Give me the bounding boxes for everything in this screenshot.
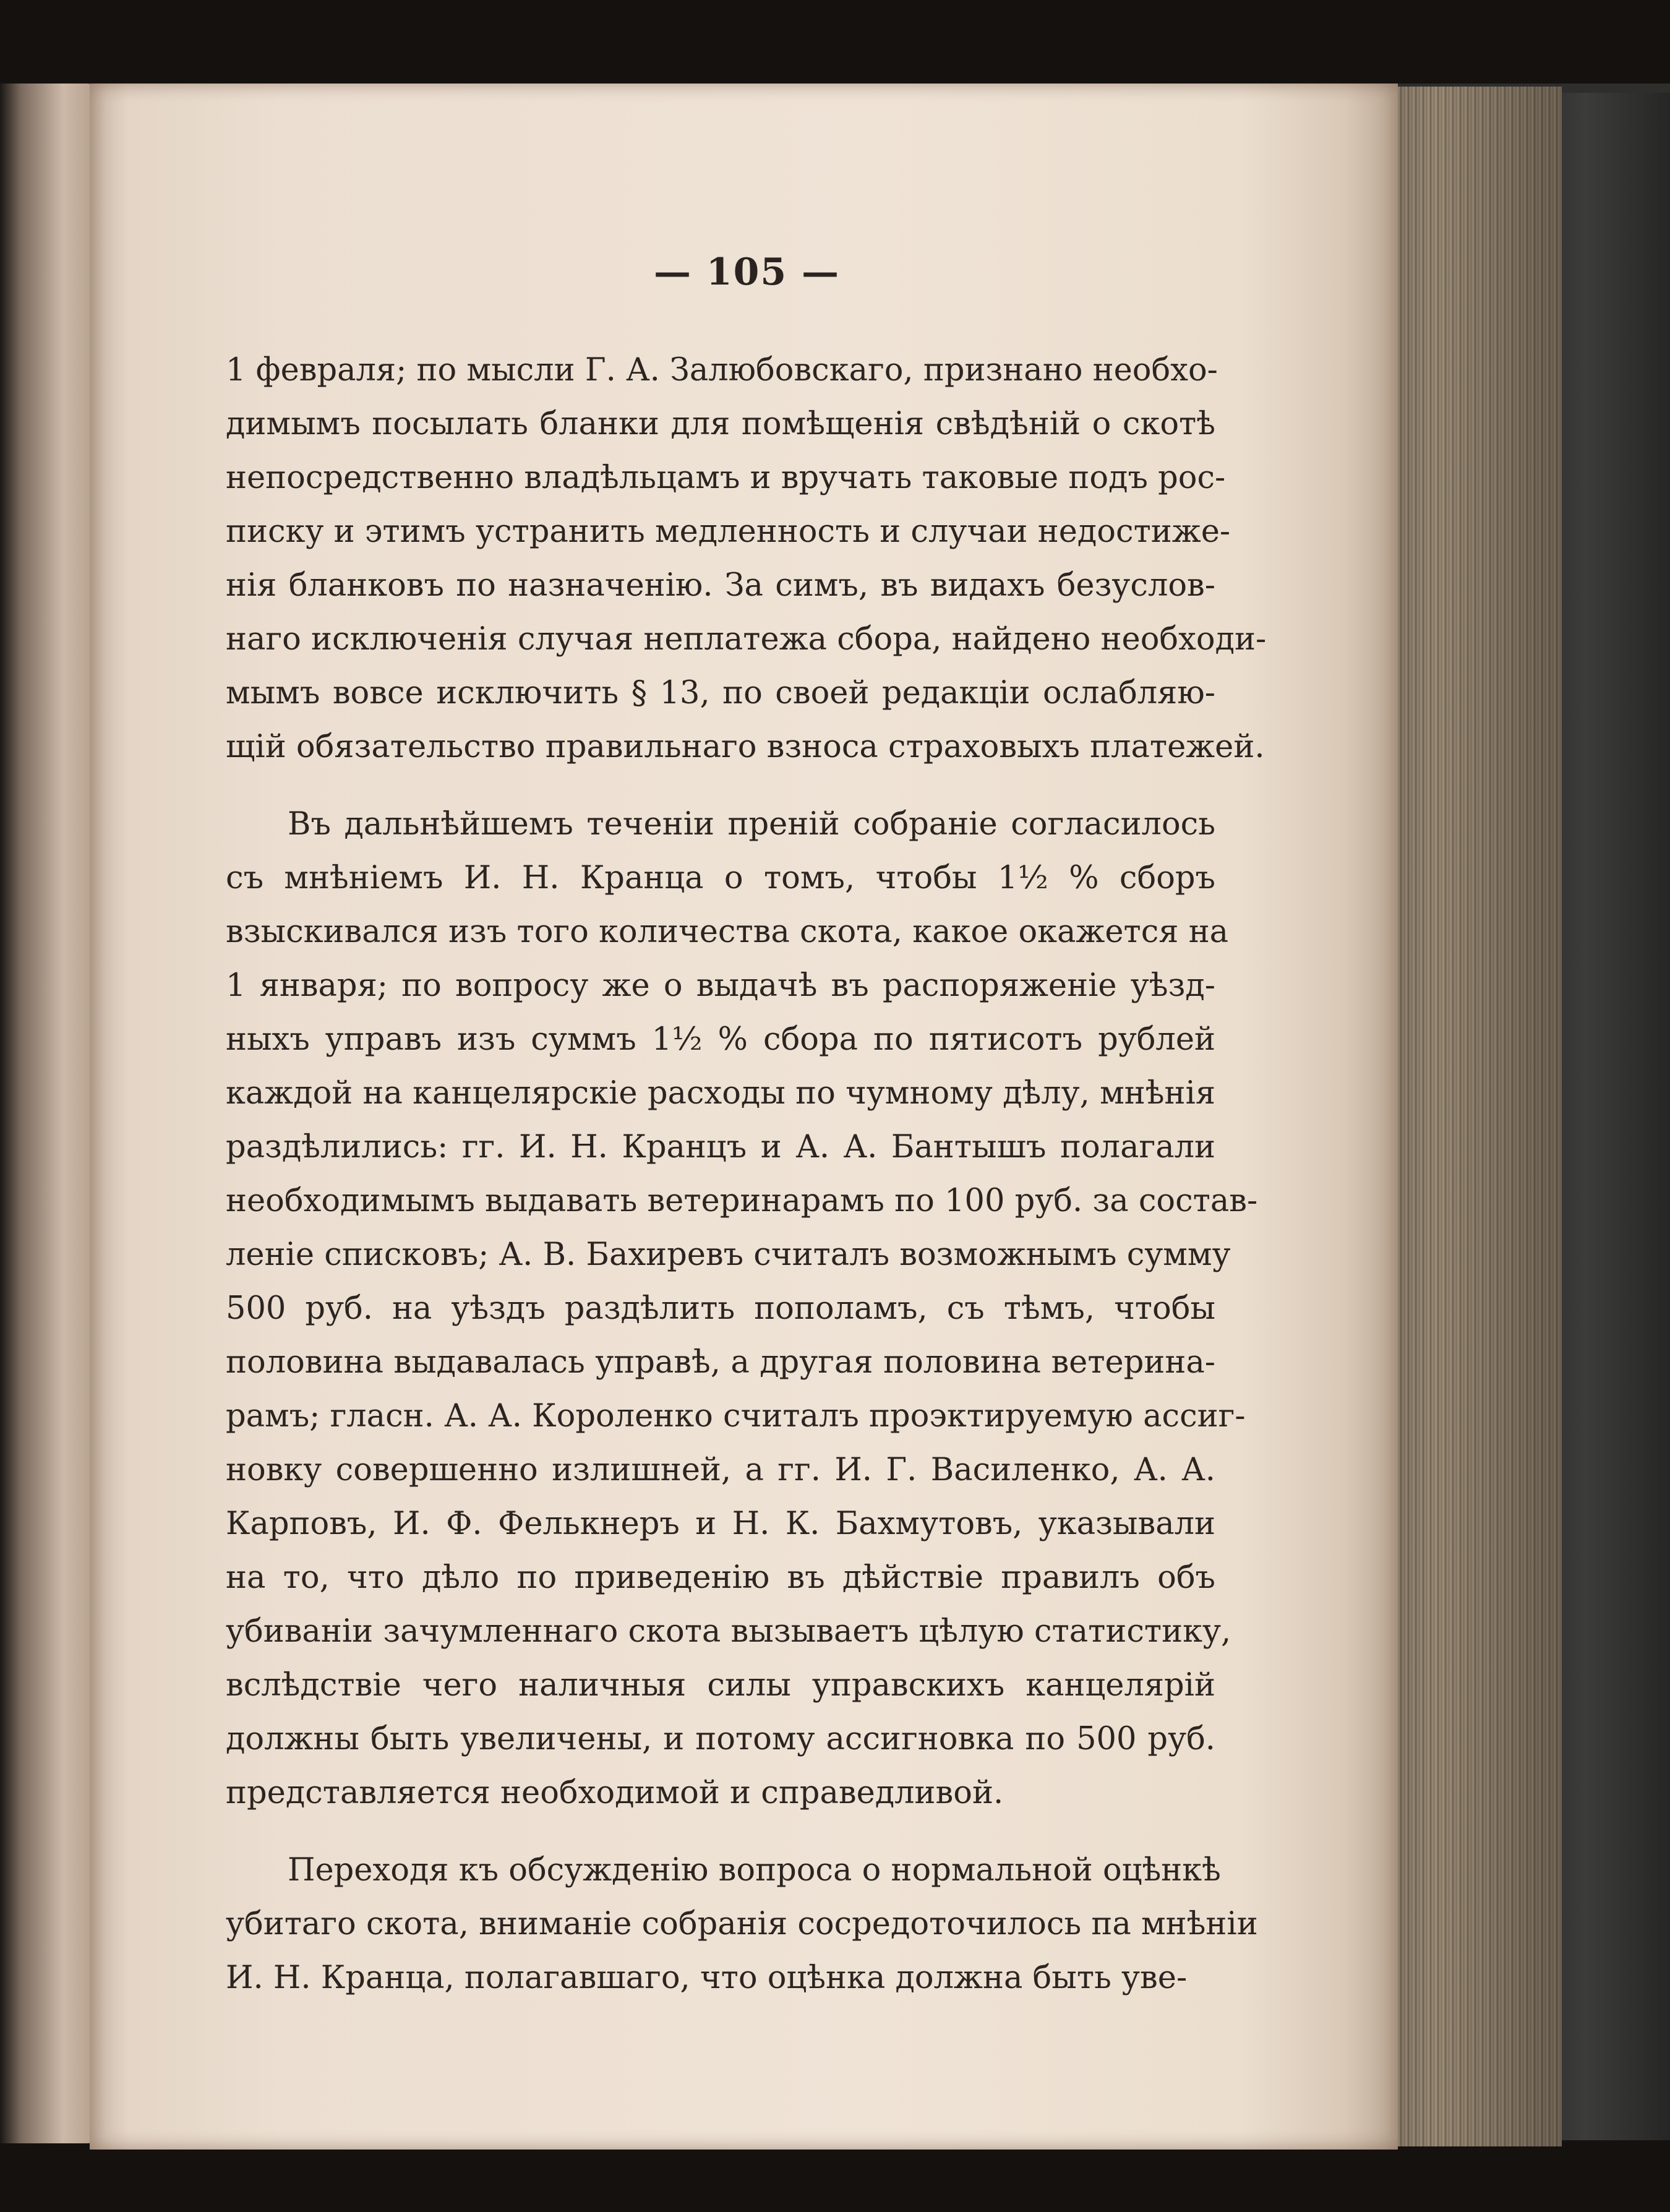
- text-line: взыскивался изъ того количества скота, какое окажется на: [226, 914, 1229, 950]
- text-line: должны быть увеличены, и потому ассигновка по 500 руб.: [226, 1721, 1215, 1757]
- text-line: половина выдавалась управѣ, а другая половина ветерина-: [226, 1344, 1215, 1381]
- text-line: новку совершенно излишней, а гг. И. Г. Василенко, А. А.: [226, 1452, 1215, 1488]
- text-line: Въ дальнѣйшемъ теченіи преній собраніе согласилось: [288, 806, 1215, 842]
- text-line: Переходя къ обсужденію вопроса о нормальной оцѣнкѣ: [288, 1852, 1221, 1888]
- text-line: нія бланковъ по назначенію. За симъ, въ видахъ безуслов-: [226, 567, 1215, 604]
- paragraph: [226, 797, 1258, 1820]
- text-line: 500 руб. на уѣздъ раздѣлить пополамъ, съ тѣмъ, чтобы: [226, 1290, 1215, 1327]
- paragraph-gap: [226, 774, 1215, 797]
- text-line: 1 февраля; по мысли Г. А. Залюбовскаго, признано необхо-: [226, 352, 1218, 388]
- text-line: димымъ посылать бланки для помѣщенія свѣдѣній о скотѣ: [226, 406, 1215, 442]
- text-line: каждой на канцелярскіе расходы по чумному дѣлу, мнѣнія: [226, 1075, 1215, 1112]
- text-line: мымъ вовсе исключить § 13, по своей редакціи ослабляю-: [226, 675, 1215, 711]
- paragraph: [226, 1843, 1258, 2005]
- text-line: представляется необходимой и справедливой.: [226, 1775, 1004, 1811]
- text-line: наго исключенія случая неплатежа сбора, найдено необходи-: [226, 621, 1267, 658]
- text-line: убиваніи зачумленнаго скота вызываетъ цѣлую статистику,: [226, 1613, 1231, 1650]
- page-text: [226, 343, 1267, 2005]
- text-line: раздѣлились: гг. И. Н. Кранцъ и А. А. Бантышъ полагали: [226, 1129, 1215, 1165]
- text-line: 1 января; по вопросу же о выдачѣ въ распоряженіе уѣзд-: [226, 967, 1215, 1004]
- text-line: Карповъ, И. Ф. Фелькнеръ и Н. К. Бахмутовъ, указывали: [226, 1506, 1215, 1542]
- paragraph: [226, 343, 1267, 774]
- text-line: щій обязательство правильнаго взноса страховыхъ платежей.: [226, 729, 1265, 765]
- paragraph-gap: [226, 1820, 1215, 1843]
- text-line: на то, что дѣло по приведенію въ дѣйствіе правилъ объ: [226, 1559, 1215, 1596]
- text-line: ныхъ управъ изъ суммъ 1½ % сбора по пятисотъ рублей: [226, 1021, 1215, 1058]
- text-line: писку и этимъ устранить медленность и случаи недостиже-: [226, 513, 1231, 550]
- text-line: рамъ; гласн. А. А. Короленко считалъ проэктируемую ассиг-: [226, 1398, 1246, 1434]
- text-line: необходимымъ выдавать ветеринарамъ по 100 руб. за состав-: [226, 1183, 1258, 1219]
- page-number: — 105 —: [653, 251, 841, 294]
- text-line: съ мнѣніемъ И. Н. Кранца о томъ, чтобы 1½ % сборъ: [226, 860, 1215, 896]
- page-stack-shade: [1382, 87, 1562, 2146]
- text-line: вслѣдствіе чего наличныя силы управскихъ канцелярій: [226, 1667, 1215, 1704]
- text-line: непосредственно владѣльцамъ и вручать таковые подъ рос-: [226, 460, 1226, 496]
- text-line: убитаго скота, вниманіе собранія сосредоточилось па мнѣніи: [226, 1906, 1258, 1942]
- text-line: леніе списковъ; А. В. Бахиревъ считалъ возможнымъ сумму: [226, 1237, 1231, 1273]
- text-line: И. Н. Кранца, полагавшаго, что оцѣнка должна быть уве-: [226, 1960, 1188, 1996]
